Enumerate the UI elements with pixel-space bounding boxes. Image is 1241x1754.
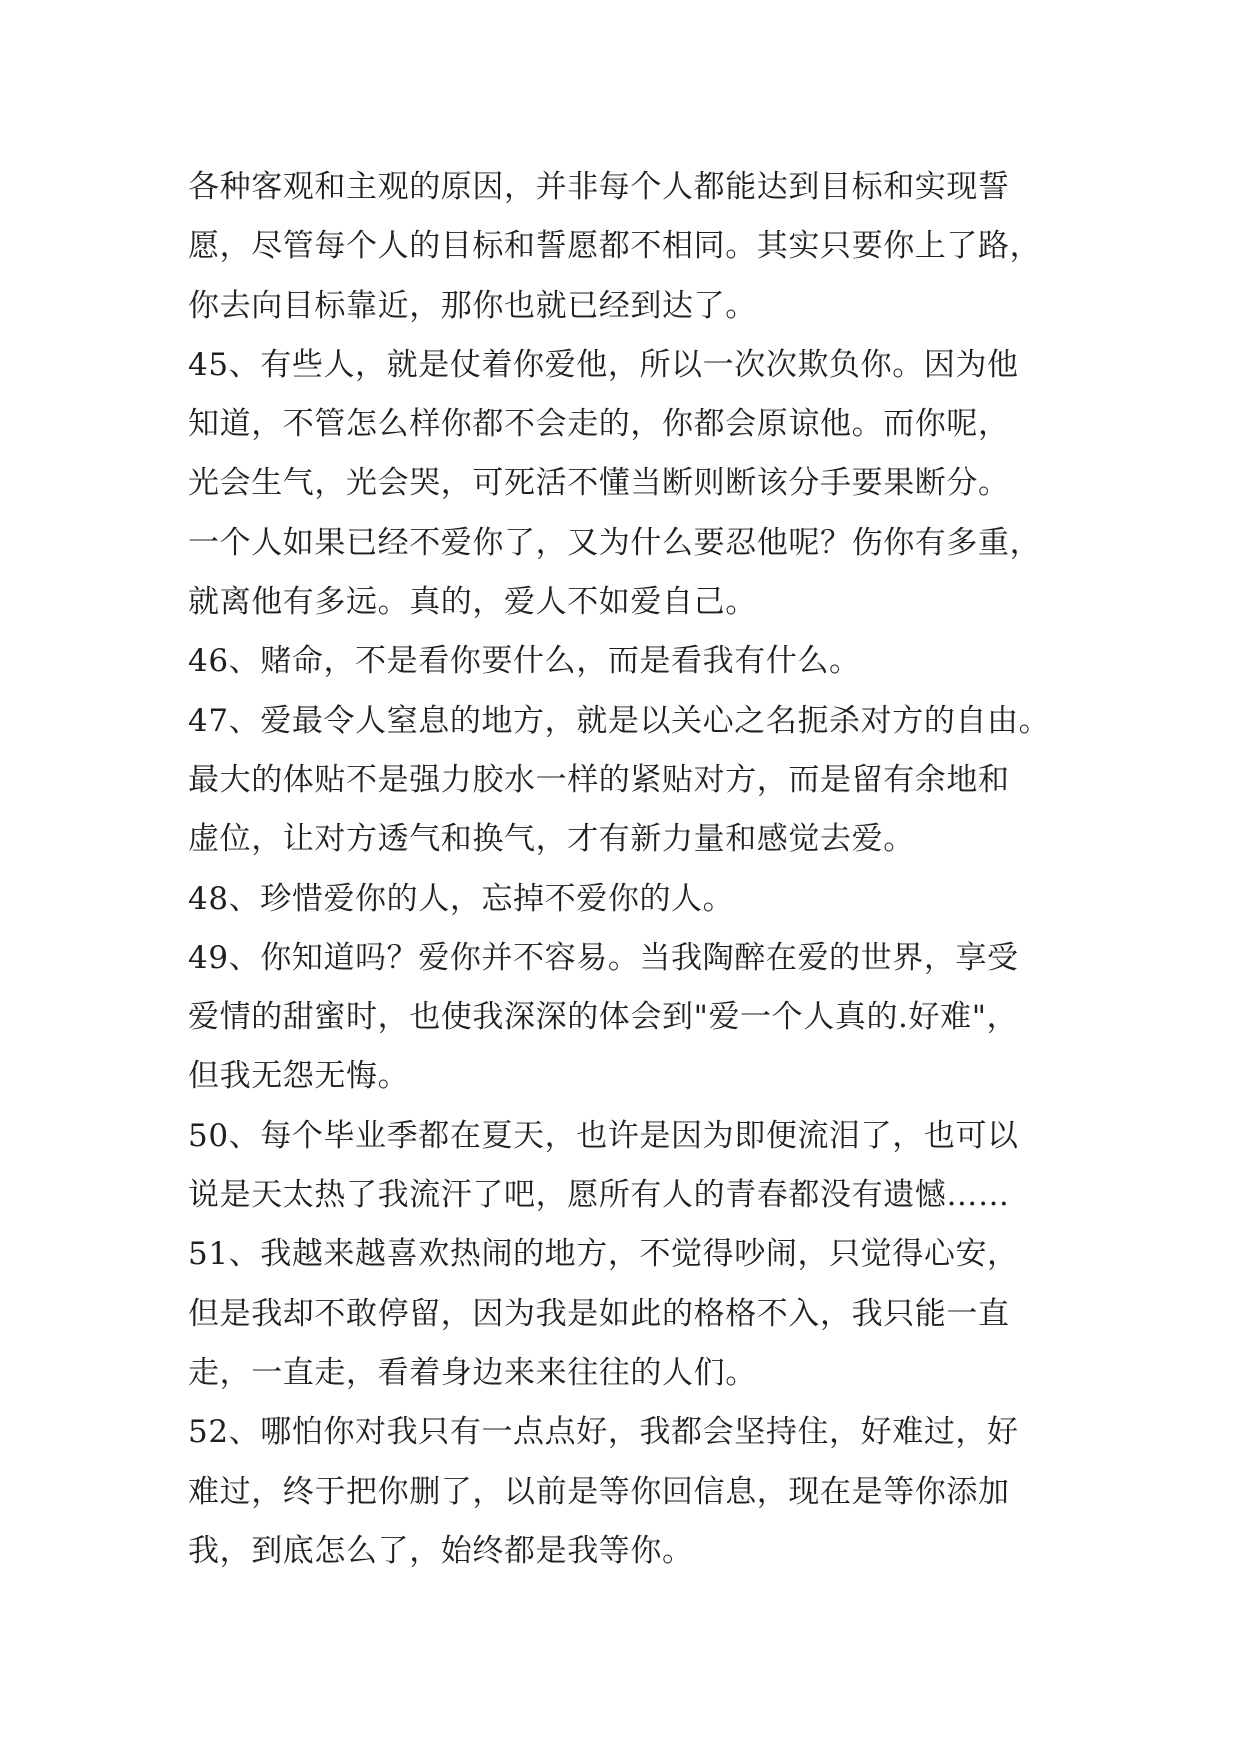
- text-line: 一个人如果已经不爱你了，又为什么要忍他呢？伤你有多重，: [188, 524, 1042, 561]
- text-line: 就离他有多远。真的，爱人不如爱自己。: [188, 584, 757, 621]
- text-line: 愿，尽管每个人的目标和誓愿都不相同。其实只要你上了路，: [188, 228, 1042, 265]
- text-line: 走，一直走，看着身边来来往往的人们。: [188, 1354, 757, 1391]
- text-line: 45、有些人，就是仗着你爱他，所以一次次欺负你。因为他: [188, 346, 1019, 383]
- text-line: 48、珍惜爱你的人，忘掉不爱你的人。: [188, 880, 735, 917]
- text-line: 47、爱最令人窒息的地方，就是以关心之名扼杀对方的自由。: [188, 702, 1051, 739]
- text-line: 说是天太热了我流汗了吧，愿所有人的青春都没有遗憾……: [188, 1177, 1010, 1214]
- text-line: 虚位，让对方透气和换气，才有新力量和感觉去爱。: [188, 821, 915, 858]
- document-body: [188, 158, 1068, 1581]
- text-line: 光会生气，光会哭，可死活不懂当断则断该分手要果断分。: [188, 465, 1010, 502]
- text-line: 49、你知道吗？爱你并不容易。当我陶醉在爱的世界，享受: [188, 939, 1019, 976]
- text-line: 知道，不管怎么样你都不会走的，你都会原谅他。而你呢，: [188, 406, 1010, 443]
- text-line: 51、我越来越喜欢热闹的地方，不觉得吵闹，只觉得心安，: [188, 1236, 1019, 1273]
- text-line: 我，到底怎么了，始终都是我等你。: [188, 1532, 694, 1569]
- text-line: 52、哪怕你对我只有一点点好，我都会坚持住，好难过，好: [188, 1414, 1019, 1451]
- text-line: 最大的体贴不是强力胶水一样的紧贴对方，而是留有余地和: [188, 761, 1010, 798]
- text-line: 你去向目标靠近，那你也就已经到达了。: [188, 287, 757, 324]
- text-line: 但是我却不敢停留，因为我是如此的格格不入，我只能一直: [188, 1295, 1010, 1332]
- text-line: 各种客观和主观的原因，并非每个人都能达到目标和实现誓: [188, 169, 1010, 205]
- text-line: 50、每个毕业季都在夏天，也许是因为即便流泪了，也可以: [188, 1117, 1019, 1154]
- text-line: 爱情的甜蜜时，也使我深深的体会到"爱一个人真的.好难"，: [188, 999, 1019, 1036]
- text-line: 但我无怨无悔。: [188, 1058, 410, 1095]
- text-line: 难过，终于把你删了，以前是等你回信息，现在是等你添加: [188, 1473, 1010, 1510]
- text-line: 46、赌命，不是看你要什么，而是看我有什么。: [188, 643, 861, 680]
